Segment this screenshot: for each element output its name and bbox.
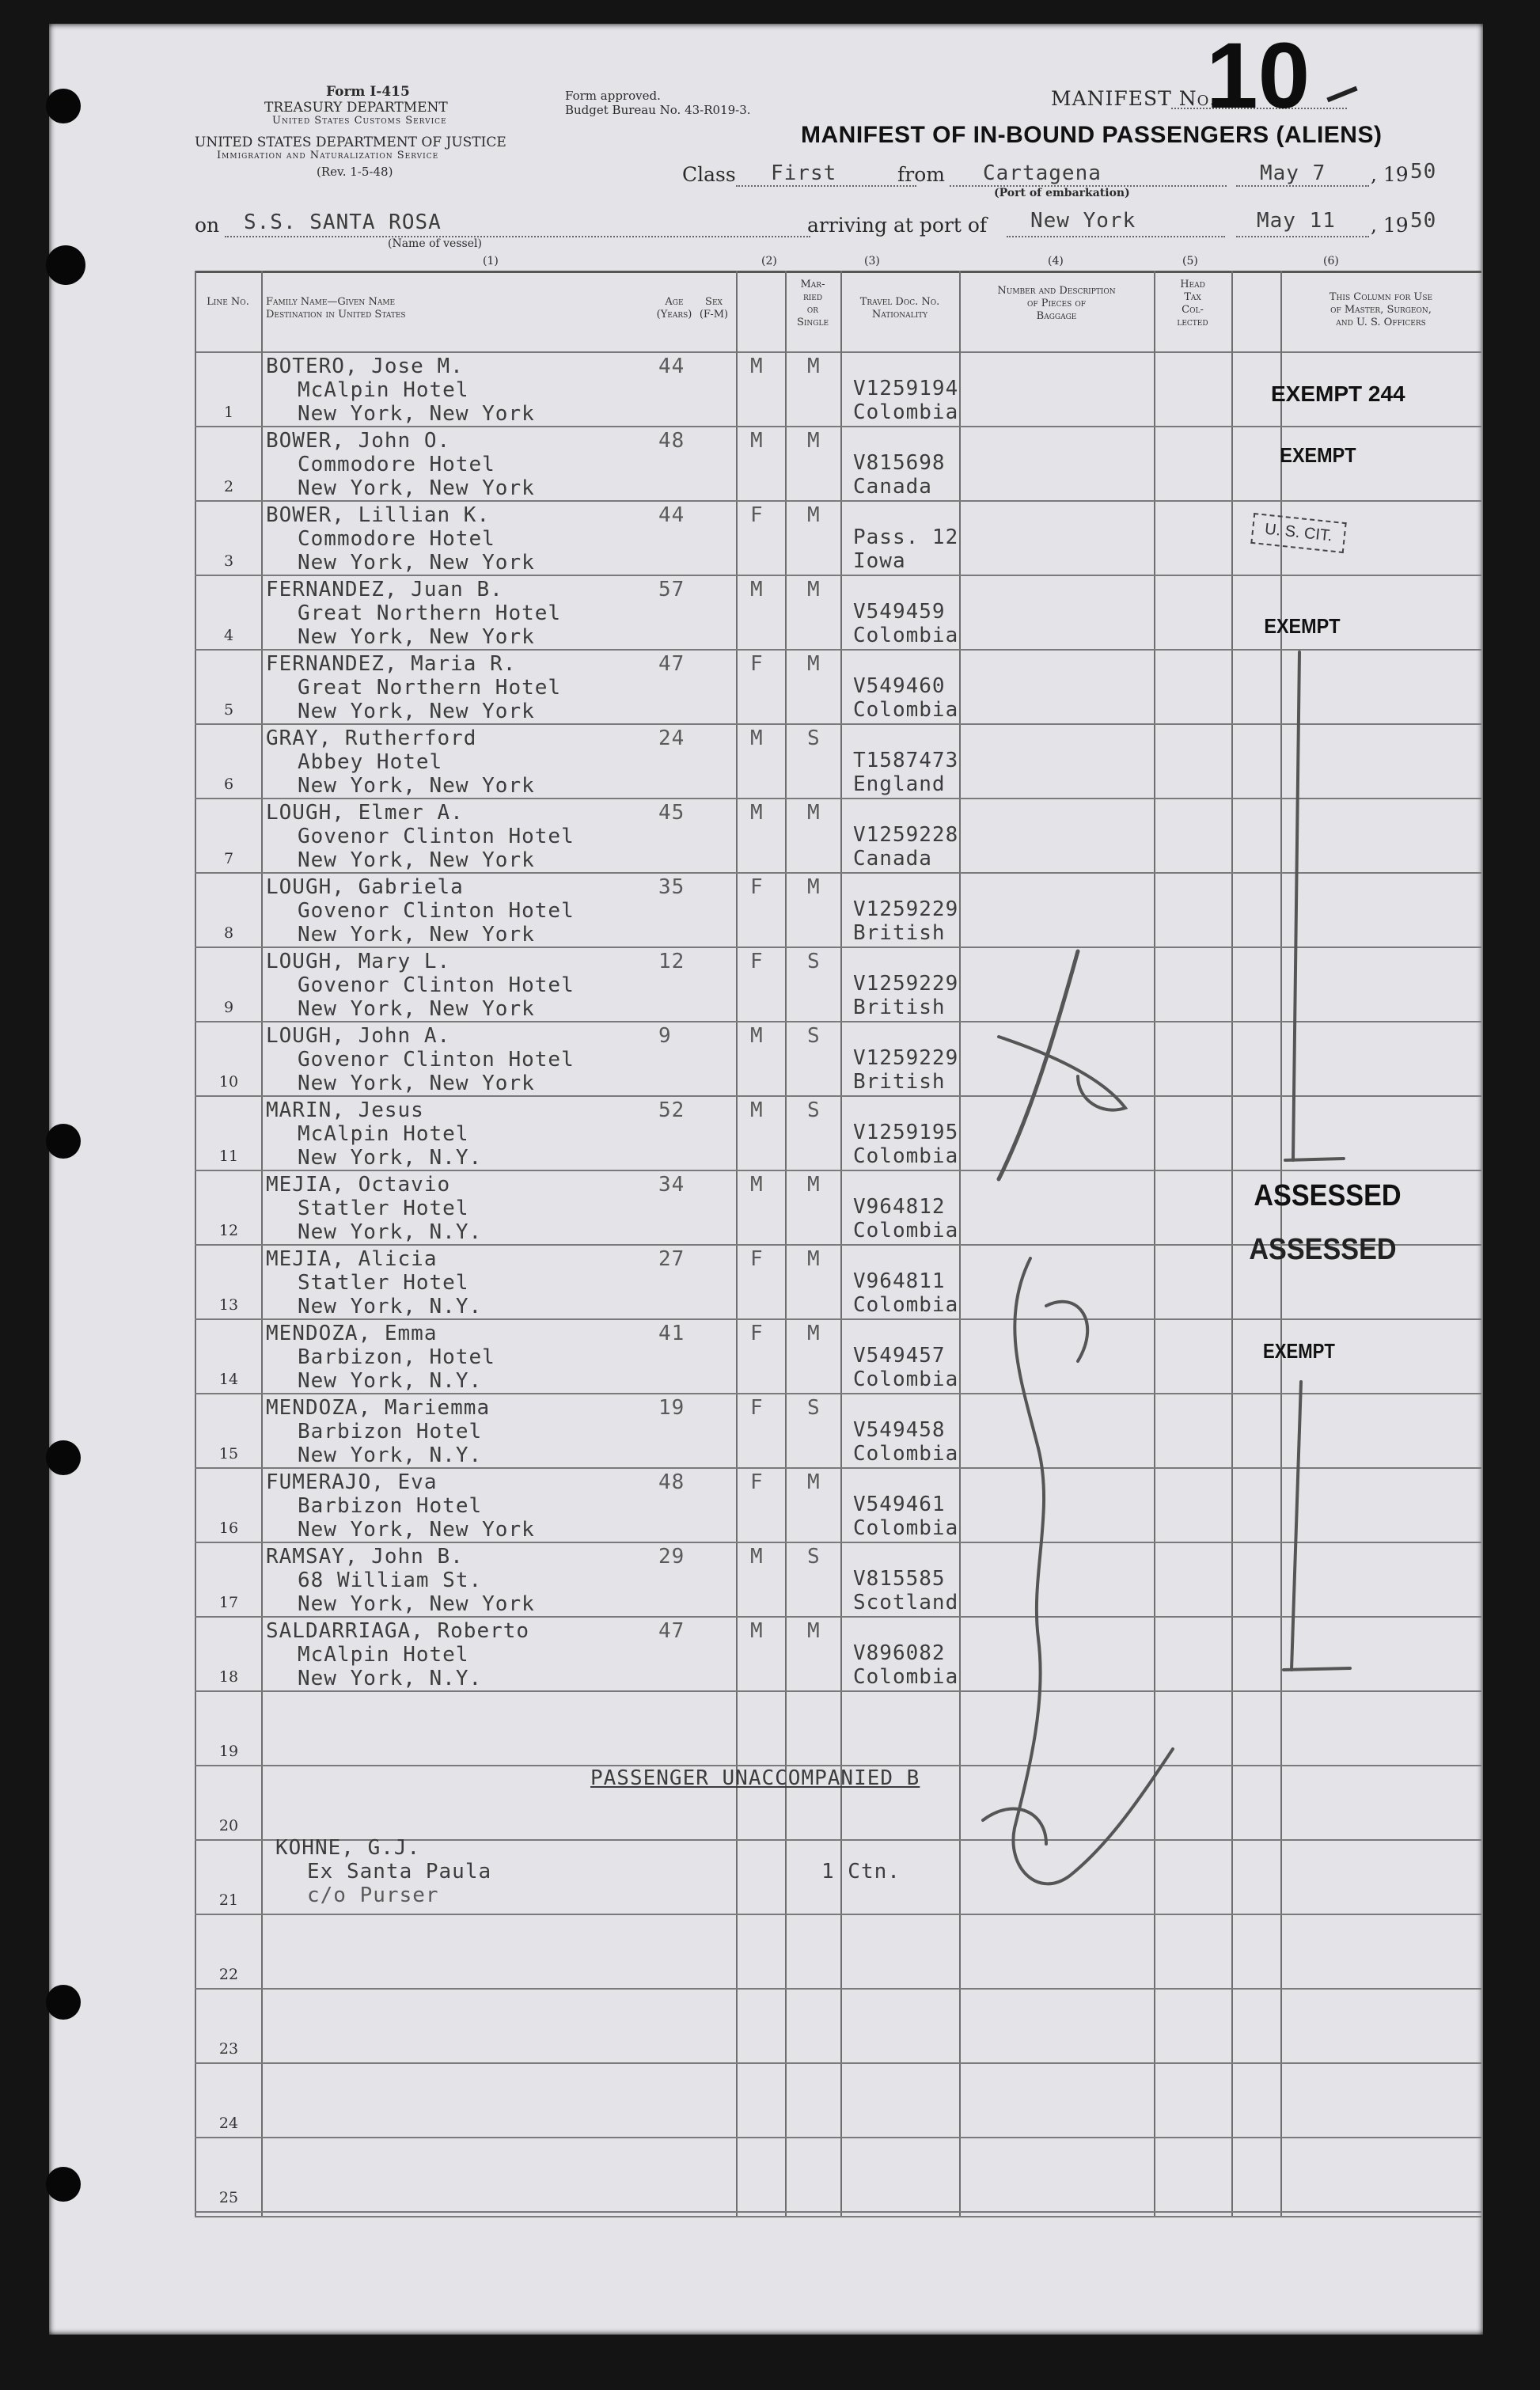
passenger-city: New York, New York (298, 997, 535, 1021)
passenger-nationality: British (853, 996, 946, 1019)
line-number: 9 (223, 999, 234, 1016)
passenger-name: LOUGH, John A. (266, 1024, 451, 1048)
passenger-nationality: Colombia (853, 400, 959, 424)
passenger-nationality: British (853, 1070, 946, 1094)
passenger-hotel: Govenor Clinton Hotel (298, 1048, 575, 1072)
form-revision: (Rev. 1-5-48) (317, 165, 393, 179)
passenger-nationality: Canada (853, 847, 932, 871)
punch-hole (46, 89, 81, 123)
passenger-marital-status: M (807, 875, 821, 899)
passenger-age: 19 (658, 1396, 685, 1420)
passenger-hotel: Statler Hotel (298, 1271, 469, 1295)
passenger-travel-doc: V549458 (853, 1418, 946, 1442)
line-number: 19 (218, 1743, 239, 1760)
stamp-exempt-line4: EXEMPT (1264, 614, 1341, 638)
passenger-travel-doc: T1587473 (853, 749, 959, 772)
passenger-city: New York, New York (298, 1518, 535, 1542)
line-number: 4 (223, 627, 234, 644)
punch-hole (46, 245, 85, 285)
line-number: 25 (218, 2189, 239, 2206)
unaccompanied-line2: c/o Purser (307, 1884, 439, 1907)
passenger-name: LOUGH, Gabriela (266, 875, 464, 899)
col-head-line-no: Line No. (207, 296, 249, 308)
passenger-nationality: Canada (853, 475, 932, 499)
passenger-hotel: Abbey Hotel (298, 750, 443, 774)
signature-stroke-2 (999, 1037, 1125, 1110)
passenger-sex: M (750, 1545, 764, 1569)
pencil-annotations (49, 24, 1483, 2335)
passenger-city: New York, N.Y. (298, 1667, 483, 1690)
vessel-caption: (Name of vessel) (388, 237, 482, 250)
line-number: 1 (223, 404, 234, 421)
col-number-5: (5) (1182, 255, 1198, 267)
passenger-hotel: McAlpin Hotel (298, 1643, 469, 1667)
passenger-name: BOWER, John O. (266, 429, 451, 453)
passenger-city: New York, New York (298, 402, 535, 426)
passenger-nationality: Colombia (853, 624, 959, 647)
col-head-baggage-2: of Pieces of (1026, 298, 1086, 309)
passenger-age: 35 (658, 875, 685, 899)
col-head-married-1: Mar- (800, 279, 825, 290)
passenger-sex: M (750, 801, 764, 825)
passenger-marital-status: M (807, 652, 821, 676)
signature-stroke-4 (1046, 1302, 1087, 1361)
dept-justice: UNITED STATES DEPARTMENT OF JUSTICE (195, 135, 506, 150)
punch-hole (46, 1985, 81, 2020)
passenger-age: 48 (658, 429, 685, 453)
passenger-nationality: Colombia (853, 1144, 959, 1168)
passenger-hotel: McAlpin Hotel (298, 378, 469, 402)
passenger-hotel: Govenor Clinton Hotel (298, 825, 575, 848)
col-head-age: Age (665, 296, 684, 308)
passenger-travel-doc: V964811 (853, 1269, 946, 1293)
passenger-name: LOUGH, Mary L. (266, 950, 451, 973)
passenger-travel-doc: V549457 (853, 1344, 946, 1368)
passenger-travel-doc: V1259228 (853, 823, 959, 847)
passenger-sex: F (750, 1322, 764, 1345)
stamp-exempt-line14: EXEMPT (1263, 1339, 1335, 1363)
stamp-us-citizen: U. S. CIT. (1250, 513, 1346, 553)
passenger-sex: M (750, 726, 764, 750)
punch-hole (46, 2167, 81, 2202)
passenger-marital-status: S (807, 726, 821, 750)
ditto-tick-upper (1285, 1159, 1344, 1160)
unaccompanied-name: KOHNE, G.J. (275, 1836, 421, 1860)
line-number: 22 (218, 1966, 239, 1983)
line-number: 21 (218, 1891, 239, 1909)
passenger-marital-status: M (807, 801, 821, 825)
passenger-city: New York, N.Y. (298, 1146, 483, 1170)
class-value: First (771, 161, 837, 185)
passenger-age: 48 (658, 1470, 685, 1494)
passenger-sex: F (750, 652, 764, 676)
col-head-married-2: ried (802, 291, 823, 303)
passenger-age: 27 (658, 1247, 685, 1271)
col-head-tax-4: lected (1177, 317, 1208, 328)
embark-year-prefix: , 19 (1371, 163, 1409, 186)
passenger-hotel: Govenor Clinton Hotel (298, 899, 575, 923)
passenger-name: FUMERAJO, Eva (266, 1470, 438, 1494)
passenger-sex: M (750, 1619, 764, 1643)
passenger-city: New York, New York (298, 700, 535, 723)
passenger-travel-doc: V549460 (853, 674, 946, 698)
punch-hole (46, 1124, 81, 1159)
passenger-city: New York, N.Y. (298, 1295, 483, 1318)
col-head-married-3: or (806, 304, 819, 316)
passenger-travel-doc: V1259194 (853, 377, 959, 400)
line-number: 23 (218, 2040, 239, 2058)
vessel-name: S.S. SANTA ROSA (244, 211, 442, 234)
embark-date: May 7 (1260, 161, 1326, 185)
passenger-nationality: British (853, 921, 946, 945)
passenger-nationality: Colombia (853, 698, 959, 722)
passenger-nationality: England (853, 772, 946, 796)
arrival-port: New York (1030, 209, 1136, 233)
passenger-age: 41 (658, 1322, 685, 1345)
unaccompanied-baggage: 1 Ctn. (821, 1860, 901, 1884)
passenger-travel-doc: V896082 (853, 1641, 946, 1665)
line-number: 5 (223, 701, 234, 719)
col-number-4: (4) (1048, 255, 1064, 267)
passenger-nationality: Colombia (853, 1516, 959, 1540)
punch-hole (46, 1440, 81, 1475)
passenger-sex: M (750, 1024, 764, 1048)
passenger-age: 34 (658, 1173, 685, 1197)
passenger-sex: M (750, 429, 764, 453)
line-number: 11 (218, 1148, 239, 1165)
line-number: 8 (223, 924, 234, 942)
passenger-travel-doc: V815585 (853, 1567, 946, 1591)
passenger-travel-doc: V549461 (853, 1493, 946, 1516)
col-head-name: Family Name—Given Name (266, 296, 396, 308)
passenger-name: MARIN, Jesus (266, 1098, 424, 1122)
line-number: 18 (218, 1668, 239, 1686)
passenger-hotel: Barbizon Hotel (298, 1494, 483, 1518)
arrival-date: May 11 (1257, 209, 1336, 233)
passenger-hotel: Commodore Hotel (298, 527, 495, 551)
passenger-name: MENDOZA, Mariemma (266, 1396, 491, 1420)
passenger-age: 9 (658, 1024, 672, 1048)
passenger-nationality: Colombia (853, 1293, 959, 1317)
col-number-3: (3) (864, 255, 880, 267)
ditto-tick-lower (1284, 1668, 1350, 1670)
col-head-age-unit: (Years) (656, 309, 692, 321)
passenger-travel-doc: V1259229 (853, 897, 959, 921)
passenger-travel-doc: V1259229 (853, 1046, 959, 1070)
col-number-2: (2) (761, 255, 777, 267)
manifest-label: MANIFEST No. (1051, 87, 1217, 110)
passenger-sex: M (750, 1173, 764, 1197)
passenger-name: GRAY, Rutherford (266, 726, 477, 750)
passenger-marital-status: M (807, 1247, 821, 1271)
signature-stroke-3 (1013, 1258, 1173, 1884)
col-head-sex: Sex (705, 296, 723, 308)
stamp-assessed-line12: ASSESSED (1254, 1179, 1402, 1212)
passenger-name: LOUGH, Elmer A. (266, 801, 464, 825)
col-head-tax-3: Col- (1182, 304, 1204, 316)
passenger-travel-doc: V964812 (853, 1195, 946, 1219)
passenger-sex: F (750, 1247, 764, 1271)
passenger-nationality: Colombia (853, 1219, 959, 1242)
class-label: Class (682, 163, 736, 186)
passenger-city: New York, New York (298, 476, 535, 500)
col-head-baggage-1: Number and Description (997, 285, 1116, 297)
passenger-age: 44 (658, 503, 685, 527)
unaccompanied-heading: PASSENGER UNACCOMPANIED B (590, 1766, 920, 1790)
passenger-sex: M (750, 355, 764, 378)
passenger-hotel: Commodore Hotel (298, 453, 495, 476)
passenger-city: New York, New York (298, 625, 535, 649)
passenger-name: MENDOZA, Emma (266, 1322, 438, 1345)
budget-bureau: Budget Bureau No. 43-R019-3. (565, 103, 751, 117)
dept-justice-sub: Immigration and Naturalization Service (217, 150, 439, 161)
passenger-age: 44 (658, 355, 685, 378)
passenger-hotel: Statler Hotel (298, 1197, 469, 1220)
passenger-marital-status: M (807, 355, 821, 378)
col-head-officers-3: and U. S. Officers (1336, 317, 1426, 328)
passenger-name: FERNANDEZ, Juan B. (266, 578, 503, 601)
line-number: 20 (218, 1817, 239, 1834)
line-number: 6 (223, 776, 234, 793)
manifest-number: 10 (1206, 24, 1311, 128)
passenger-marital-status: S (807, 1024, 821, 1048)
passenger-marital-status: M (807, 429, 821, 453)
arrival-year-prefix: , 19 (1371, 214, 1409, 237)
passenger-nationality: Colombia (853, 1665, 959, 1689)
passenger-travel-doc: Pass. 12 (853, 525, 959, 549)
passenger-name: BOTERO, Jose M. (266, 355, 464, 378)
col-head-nationality: Nationality (871, 309, 928, 321)
dept-treasury: TREASURY DEPARTMENT (264, 100, 448, 116)
passenger-city: New York, N.Y. (298, 1443, 483, 1467)
passenger-age: 57 (658, 578, 685, 601)
line-number: 10 (218, 1073, 239, 1091)
col-head-travel-doc: Travel Doc. No. (859, 296, 940, 308)
passenger-sex: F (750, 503, 764, 527)
passenger-age: 29 (658, 1545, 685, 1569)
passenger-sex: F (750, 1396, 764, 1420)
col-head-officers-1: This Column for Use (1329, 291, 1433, 303)
passenger-age: 52 (658, 1098, 685, 1122)
col-head-tax-1: Head (1180, 279, 1205, 290)
passenger-city: New York, N.Y. (298, 1220, 483, 1244)
passenger-sex: F (750, 1470, 764, 1494)
dept-treasury-sub: United States Customs Service (272, 115, 447, 127)
form-approved: Form approved. (565, 89, 661, 103)
line-number: 14 (218, 1371, 239, 1388)
passenger-travel-doc: V1259195 (853, 1121, 959, 1144)
passenger-marital-status: M (807, 578, 821, 601)
passenger-city: New York, N.Y. (298, 1369, 483, 1393)
passenger-marital-status: M (807, 1470, 821, 1494)
stamp-exempt-line2: EXEMPT (1280, 443, 1356, 467)
passenger-marital-status: M (807, 503, 821, 527)
passenger-age: 47 (658, 652, 685, 676)
line-number: 16 (218, 1519, 239, 1537)
on-label: on (195, 214, 220, 237)
passenger-hotel: Govenor Clinton Hotel (298, 973, 575, 997)
passenger-name: SALDARRIAGA, Roberto (266, 1619, 530, 1643)
passenger-nationality: Iowa (853, 549, 906, 573)
manifest-title: MANIFEST OF IN-BOUND PASSENGERS (ALIENS) (801, 122, 1383, 148)
passenger-city: New York, New York (298, 923, 535, 947)
line-number: 13 (218, 1296, 239, 1314)
passenger-age: 24 (658, 726, 685, 750)
ditto-line-upper (1293, 652, 1299, 1160)
passenger-marital-status: S (807, 1396, 821, 1420)
col-number-1: (1) (483, 255, 499, 267)
col-head-tax-2: Tax (1184, 291, 1201, 303)
port-embark-caption: (Port of embarkation) (994, 187, 1130, 199)
passenger-name: MEJIA, Octavio (266, 1173, 451, 1197)
passenger-travel-doc: V1259229 (853, 972, 959, 996)
passenger-city: New York, New York (298, 774, 535, 798)
passenger-marital-status: S (807, 950, 821, 973)
passenger-nationality: Scotland (853, 1591, 959, 1614)
embark-year: 50 (1410, 160, 1437, 184)
passenger-name: BOWER, Lillian K. (266, 503, 491, 527)
col-number-6: (6) (1323, 255, 1339, 267)
line-number: 12 (218, 1222, 239, 1239)
passenger-age: 45 (658, 801, 685, 825)
passenger-hotel: Great Northern Hotel (298, 676, 562, 700)
passenger-name: RAMSAY, John B. (266, 1545, 464, 1569)
ditto-line-lower (1292, 1382, 1301, 1670)
manifest-sheet (49, 24, 1483, 2335)
line-number: 3 (223, 552, 234, 570)
col-head-officers-2: of Master, Surgeon, (1330, 304, 1432, 316)
line-number: 17 (218, 1594, 239, 1611)
passenger-name: MEJIA, Alicia (266, 1247, 438, 1271)
passenger-nationality: Colombia (853, 1442, 959, 1466)
passenger-sex: M (750, 1098, 764, 1122)
col-head-baggage-3: Baggage (1036, 310, 1077, 322)
form-number: Form I-415 (326, 84, 410, 100)
arriving-label: arriving at port of (807, 214, 988, 237)
line-number: 15 (218, 1445, 239, 1462)
passenger-hotel: Great Northern Hotel (298, 601, 562, 625)
stamp-exempt-244: EXEMPT 244 (1271, 381, 1405, 406)
passenger-city: New York, New York (298, 848, 535, 872)
passenger-city: New York, New York (298, 551, 535, 575)
line-number: 2 (223, 478, 234, 495)
arrival-year: 50 (1410, 209, 1437, 233)
passenger-city: New York, New York (298, 1072, 535, 1095)
passenger-marital-status: M (807, 1322, 821, 1345)
col-head-sex-code: (F-M) (699, 309, 729, 321)
col-head-married-4: Single (796, 317, 829, 328)
line-number: 7 (223, 850, 234, 867)
passenger-hotel: 68 William St. (298, 1569, 483, 1592)
passenger-hotel: Barbizon, Hotel (298, 1345, 495, 1369)
passenger-travel-doc: V815698 (853, 451, 946, 475)
passenger-marital-status: M (807, 1173, 821, 1197)
passenger-sex: F (750, 950, 764, 973)
passenger-marital-status: S (807, 1098, 821, 1122)
line-number: 24 (218, 2115, 239, 2132)
from-label: from (897, 163, 945, 186)
passenger-age: 47 (658, 1619, 685, 1643)
col-head-destination: Destination in United States (266, 309, 406, 321)
passenger-hotel: Barbizon Hotel (298, 1420, 483, 1443)
embarkation-port: Cartagena (983, 161, 1102, 185)
passenger-city: New York, New York (298, 1592, 535, 1616)
passenger-travel-doc: V549459 (853, 600, 946, 624)
passenger-sex: F (750, 875, 764, 899)
passenger-nationality: Colombia (853, 1368, 959, 1391)
passenger-marital-status: S (807, 1545, 821, 1569)
passenger-hotel: McAlpin Hotel (298, 1122, 469, 1146)
passenger-marital-status: M (807, 1619, 821, 1643)
passenger-age: 12 (658, 950, 685, 973)
unaccompanied-line1: Ex Santa Paula (307, 1860, 492, 1884)
passenger-sex: M (750, 578, 764, 601)
stamp-assessed-line13: ASSESSED (1249, 1233, 1397, 1266)
passenger-name: FERNANDEZ, Maria R. (266, 652, 517, 676)
